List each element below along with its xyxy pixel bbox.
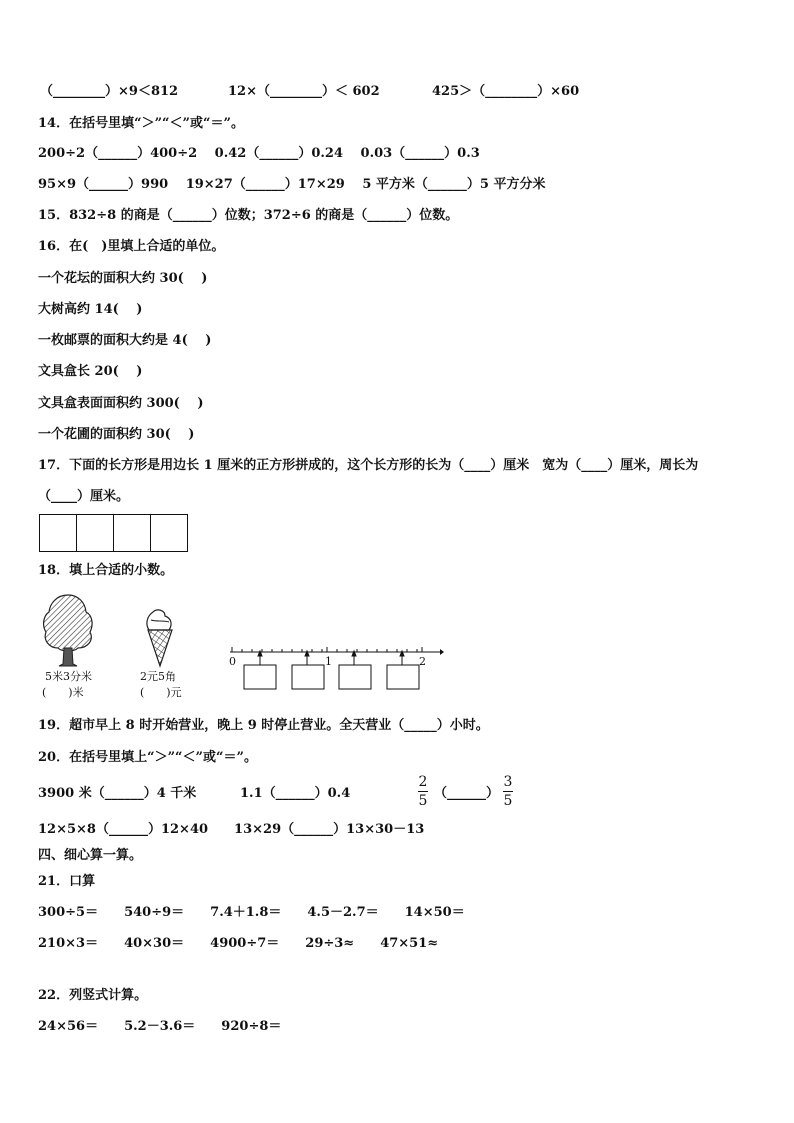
q16-item-3: 一枚邮票的面积大约是 4( ) <box>38 333 212 348</box>
fraction-denominator: 5 <box>418 793 428 809</box>
q20-row-2: 12×5×8（______）12×40 13×29（______）13×30－13 <box>38 822 425 837</box>
answer-box <box>292 665 324 689</box>
q13-item-b: 12×（________）＜ 602 <box>228 84 380 99</box>
q14-row-2: 95×9（______）990 19×27（______）17×29 5 平方米（______）5 平方分米 <box>38 177 546 192</box>
section-4-title: 四、细心算一算。 <box>38 848 143 863</box>
q16-item-5: 文具盒表面面积约 300( ) <box>38 396 204 411</box>
q16-item-4: 文具盒长 20( ) <box>38 364 143 379</box>
fraction-bar <box>503 791 513 792</box>
answer-box <box>244 665 276 689</box>
unit-square <box>40 515 77 551</box>
q15: 15．832÷8 的商是（______）位数；372÷6 的商是（______）位数。 <box>38 208 459 223</box>
q20-item-1: 3900 米（______）4 千米 <box>38 786 197 801</box>
numberline-label-0: 0 <box>229 655 236 668</box>
ice-cream-unit-blank: ( )元 <box>140 686 182 699</box>
q16-item-1: 一个花坛的面积大约 30( ) <box>38 271 208 286</box>
q14-row-1: 200÷2（______）400÷2 0.42（______）0.24 0.03（______）0.3 <box>38 146 480 161</box>
unit-square <box>114 515 151 551</box>
q21-row-2: 210×3＝ 40×30＝ 4900÷7＝ 29÷3≈ 47×51≈ <box>38 936 439 951</box>
q18-title: 18．填上合适的小数。 <box>38 563 174 578</box>
rectangle-of-squares <box>39 514 188 552</box>
fraction-numerator: 2 <box>418 774 428 790</box>
q22-row: 24×56＝ 5.2－3.6＝ 920÷8＝ <box>38 1019 282 1034</box>
unit-square <box>77 515 114 551</box>
fraction-left <box>418 774 428 809</box>
q21-title: 21．口算 <box>38 874 96 889</box>
tree-caption: 5米3分米 <box>45 670 92 683</box>
q17-line-2: （____）厘米。 <box>38 489 130 504</box>
number-line <box>222 640 444 692</box>
answer-box <box>387 665 419 689</box>
fraction-denominator: 5 <box>503 793 513 809</box>
q20-item-2: 1.1（______）0.4 <box>240 786 351 801</box>
numberline-label-1: 1 <box>325 655 332 668</box>
tree-unit-blank: ( )米 <box>42 686 84 699</box>
q16-item-2: 大树高约 14( ) <box>38 302 143 317</box>
q16-item-6: 一个花圃的面积约 30( ) <box>38 427 195 442</box>
numberline-label-2: 2 <box>419 655 426 668</box>
q20-title: 20．在括号里填上“＞”“＜”或“＝”。 <box>38 750 257 765</box>
ice-cream-icon <box>143 608 177 668</box>
q14-title: 14．在括号里填“＞”“＜”或“＝”。 <box>38 116 244 131</box>
q22-title: 22．列竖式计算。 <box>38 988 148 1003</box>
answer-box <box>339 665 371 689</box>
q17-line-1: 17．下面的长方形是用边长 1 厘米的正方形拼成的，这个长方形的长为（____）厘米 宽为（____）厘米，周长为 <box>38 458 699 473</box>
q19: 19．超市早上 8 时开始营业，晚上 9 时停止营业。全天营业（_____）小时。 <box>38 718 489 733</box>
unit-square <box>151 515 187 551</box>
q16-title: 16．在( )里填上合适的单位。 <box>38 239 225 254</box>
fraction-bar <box>418 791 428 792</box>
fraction-numerator: 3 <box>503 774 513 790</box>
tree-icon <box>40 592 96 668</box>
q20-item-3-blank: （______） <box>434 786 500 801</box>
q13-item-a: （________）×9＜812 <box>40 84 179 99</box>
q21-row-1: 300÷5＝ 540÷9＝ 7.4＋1.8＝ 4.5－2.7＝ 14×50＝ <box>38 905 465 920</box>
ice-cream-caption: 2元5角 <box>140 670 176 683</box>
fraction-right <box>503 774 513 809</box>
q13-item-c: 425＞（________）×60 <box>432 84 580 99</box>
